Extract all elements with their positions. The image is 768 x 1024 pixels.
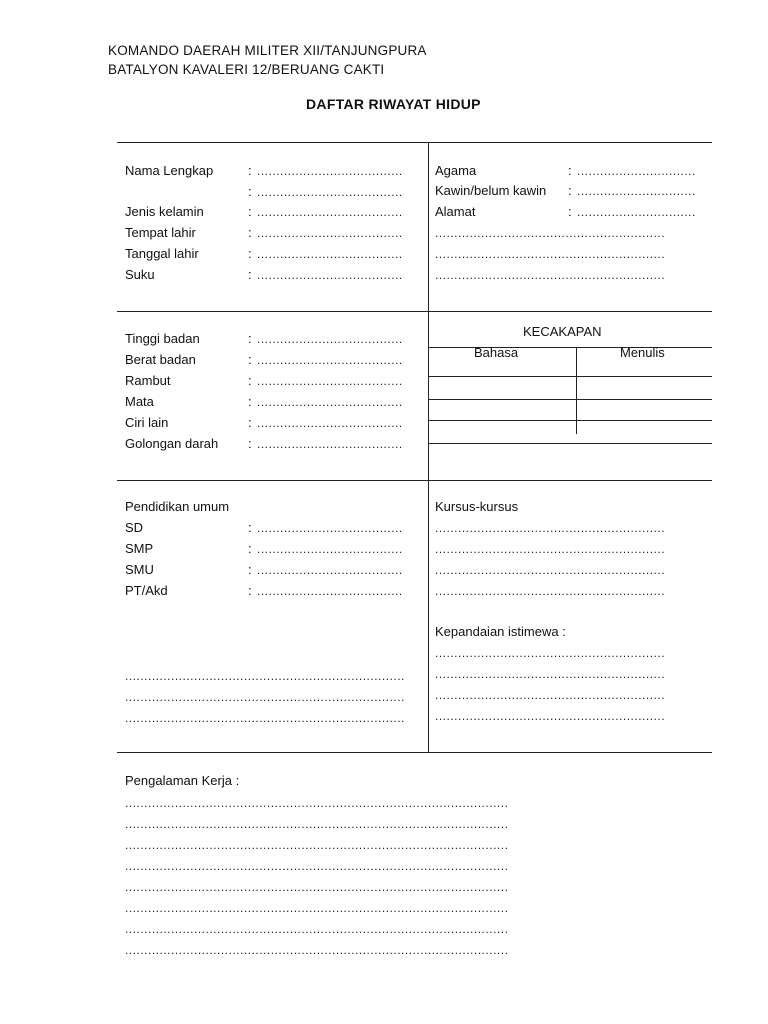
course-line-2[interactable]: ............................................................ — [435, 542, 666, 556]
unit-command-line: KOMANDO DAERAH MILITER XII/TANJUNGPURA — [108, 43, 427, 58]
birthplace-colon: : — [248, 225, 252, 240]
full-name-cont-field[interactable]: ...................................... — [257, 185, 403, 199]
eyes-field[interactable]: ...................................... — [257, 395, 403, 409]
general-education-heading: Pendidikan umum — [125, 499, 230, 514]
courses-heading: Kursus-kursus — [435, 499, 519, 514]
full-name-cont-colon: : — [248, 184, 252, 199]
university-colon: : — [248, 583, 252, 598]
sd-colon: : — [248, 520, 252, 535]
gender-label: Jenis kelamin — [125, 204, 204, 219]
special-skill-line-3[interactable]: ............................................................ — [435, 688, 666, 702]
work-line-3[interactable]: .................................................................................................... — [125, 838, 509, 852]
hair-field[interactable]: ...................................... — [257, 374, 403, 388]
other-marks-colon: : — [248, 415, 252, 430]
smu-colon: : — [248, 562, 252, 577]
eyes-colon: : — [248, 394, 252, 409]
skills-row-rule-1 — [428, 376, 712, 377]
special-skills-heading: Kepandaian istimewa : — [435, 624, 566, 639]
language-column-header: Bahasa — [474, 345, 519, 360]
religion-label: Agama — [435, 163, 477, 178]
blood-type-label: Golongan darah — [125, 436, 219, 451]
birthplace-field[interactable]: ...................................... — [257, 226, 403, 240]
education-extra-line-1[interactable]: ......................................................................... — [125, 669, 405, 683]
work-line-8[interactable]: .................................................................................................... — [125, 943, 509, 957]
course-line-3[interactable]: ............................................................ — [435, 563, 666, 577]
column-divider — [428, 142, 429, 752]
form-top-rule — [117, 142, 712, 143]
birthdate-field[interactable]: ...................................... — [257, 247, 403, 261]
smp-colon: : — [248, 541, 252, 556]
address-line-1[interactable]: ............................................................ — [435, 226, 666, 240]
marital-status-field[interactable]: ............................... — [577, 184, 696, 198]
work-experience-heading: Pengalaman Kerja : — [125, 773, 240, 788]
work-line-2[interactable]: .................................................................................................... — [125, 817, 509, 831]
education-extra-line-2[interactable]: ......................................................................... — [125, 690, 405, 704]
full-name-label: Nama Lengkap — [125, 163, 214, 178]
hair-colon: : — [248, 373, 252, 388]
sd-field[interactable]: ...................................... — [257, 521, 403, 535]
other-marks-label: Ciri lain — [125, 415, 169, 430]
work-line-1[interactable]: .................................................................................................... — [125, 796, 509, 810]
skills-row-rule-3 — [428, 420, 712, 421]
skills-row-rule-4 — [428, 443, 712, 444]
marital-status-label: Kawin/belum kawin — [435, 183, 547, 198]
blood-type-field[interactable]: ...................................... — [257, 437, 403, 451]
gender-field[interactable]: ...................................... — [257, 205, 403, 219]
birthdate-label: Tanggal lahir — [125, 246, 199, 261]
height-label: Tinggi badan — [125, 331, 200, 346]
university-field[interactable]: ...................................... — [257, 584, 403, 598]
skills-header-rule — [428, 347, 712, 348]
smu-field[interactable]: ...................................... — [257, 563, 403, 577]
course-line-4[interactable]: ............................................................ — [435, 584, 666, 598]
ethnicity-colon: : — [248, 267, 252, 282]
hair-label: Rambut — [125, 373, 171, 388]
address-colon: : — [568, 204, 572, 219]
work-line-7[interactable]: .................................................................................................... — [125, 922, 509, 936]
document-title: DAFTAR RIWAYAT HIDUP — [306, 96, 481, 112]
address-line-2[interactable]: ............................................................ — [435, 247, 666, 261]
special-skill-line-4[interactable]: ............................................................ — [435, 709, 666, 723]
sd-label: SD — [125, 520, 144, 535]
skills-title: KECAKAPAN — [523, 324, 602, 339]
section-divider-2 — [117, 480, 712, 481]
skills-row-rule-2 — [428, 399, 712, 400]
ethnicity-field[interactable]: ...................................... — [257, 268, 403, 282]
special-skill-line-2[interactable]: ............................................................ — [435, 667, 666, 681]
religion-field[interactable]: ............................... — [577, 164, 696, 178]
marital-status-colon: : — [568, 183, 572, 198]
address-label: Alamat — [435, 204, 476, 219]
section-divider-1 — [117, 311, 712, 312]
smp-field[interactable]: ...................................... — [257, 542, 403, 556]
height-field[interactable]: ...................................... — [257, 332, 403, 346]
birthdate-colon: : — [248, 246, 252, 261]
smp-label: SMP — [125, 541, 154, 556]
course-line-1[interactable]: ............................................................ — [435, 521, 666, 535]
weight-colon: : — [248, 352, 252, 367]
unit-battalion-line: BATALYON KAVALERI 12/BERUANG CAKTI — [108, 62, 385, 77]
gender-colon: : — [248, 204, 252, 219]
blood-type-colon: : — [248, 436, 252, 451]
education-extra-line-3[interactable]: ......................................................................... — [125, 711, 405, 725]
work-line-6[interactable]: .................................................................................................... — [125, 901, 509, 915]
other-marks-field[interactable]: ...................................... — [257, 416, 403, 430]
weight-field[interactable]: ...................................... — [257, 353, 403, 367]
special-skill-line-1[interactable]: ............................................................ — [435, 646, 666, 660]
full-name-field[interactable]: ...................................... — [257, 164, 403, 178]
work-line-5[interactable]: .................................................................................................... — [125, 880, 509, 894]
writing-column-header: Menulis — [620, 345, 665, 360]
address-line-3[interactable]: ............................................................ — [435, 268, 666, 282]
smu-label: SMU — [125, 562, 154, 577]
weight-label: Berat badan — [125, 352, 196, 367]
address-field[interactable]: ............................... — [577, 205, 696, 219]
university-label: PT/Akd — [125, 583, 168, 598]
full-name-colon: : — [248, 163, 252, 178]
work-line-4[interactable]: .................................................................................................... — [125, 859, 509, 873]
skills-column-rule — [576, 347, 577, 434]
eyes-label: Mata — [125, 394, 154, 409]
height-colon: : — [248, 331, 252, 346]
section-divider-3 — [117, 752, 712, 753]
ethnicity-label: Suku — [125, 267, 155, 282]
religion-colon: : — [568, 163, 572, 178]
birthplace-label: Tempat lahir — [125, 225, 196, 240]
